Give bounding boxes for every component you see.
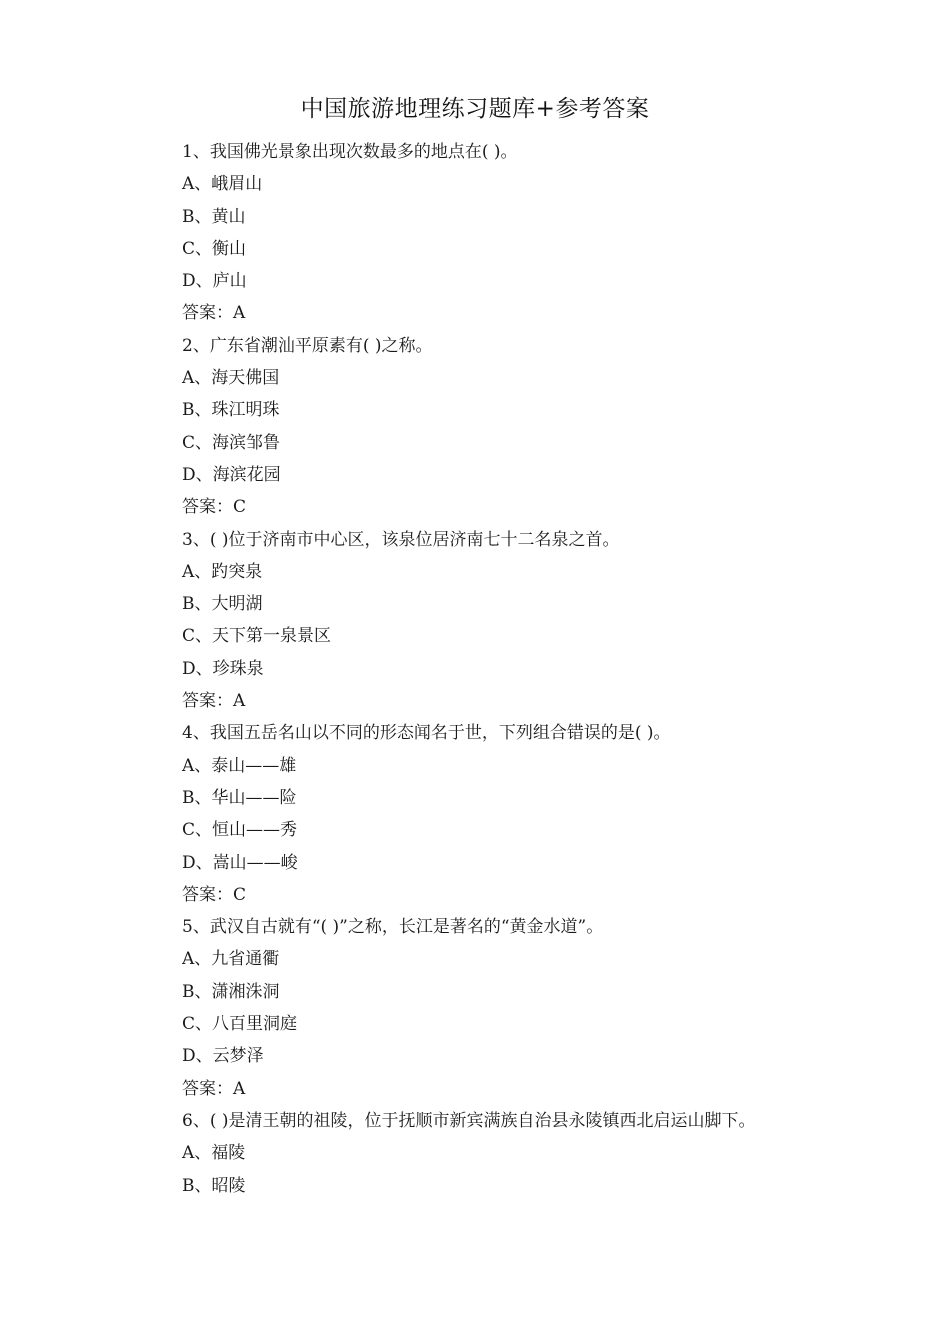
option: B、昭陵 [182, 1175, 246, 1196]
option: A、峨眉山 [182, 174, 263, 195]
question-text: 6、( )是清王朝的祖陵，位于抚顺市新宾满族自治县永陵镇西北启运山脚下。 [182, 1110, 756, 1131]
option: A、泰山——雄 [182, 755, 297, 776]
option: D、珍珠泉 [182, 658, 264, 679]
answer: 答案：C [182, 497, 247, 518]
question-text: 2、广东省潮汕平原素有( )之称。 [182, 335, 433, 356]
option: A、九省通衢 [182, 949, 280, 970]
question-text: 3、( )位于济南市中心区，该泉位居济南七十二名泉之首。 [182, 529, 620, 550]
option: D、海滨花园 [182, 464, 281, 485]
option: D、嵩山——峻 [182, 852, 298, 873]
question-text: 4、我国五岳名山以不同的形态闻名于世，下列组合错误的是( )。 [182, 723, 671, 744]
option: B、潇湘洙洞 [182, 981, 280, 1002]
option: C、恒山——秀 [182, 820, 298, 841]
option: A、海天佛国 [182, 368, 280, 389]
question-list [143, 136, 813, 1202]
question-text: 1、我国佛光景象出现次数最多的地点在( )。 [182, 142, 518, 162]
option: C、海滨邹鲁 [182, 432, 281, 453]
answer: 答案：A [182, 1078, 246, 1099]
option: C、天下第一泉景区 [182, 626, 332, 647]
document-title: 中国旅游地理练习题库+参考答案 [300, 96, 650, 122]
option: B、华山——险 [182, 787, 297, 808]
option: C、衡山 [182, 238, 247, 259]
option: B、珠江明珠 [182, 400, 280, 421]
answer: 答案：A [182, 303, 246, 324]
option: B、大明湖 [182, 594, 263, 615]
option: C、八百里洞庭 [182, 1014, 298, 1035]
answer: 答案：C [182, 884, 247, 905]
answer: 答案：A [182, 691, 246, 712]
option: D、云梦泽 [182, 1046, 264, 1067]
option: B、黄山 [182, 206, 246, 227]
option: A、趵突泉 [182, 561, 263, 582]
question-text: 5、武汉自古就有“( )”之称，长江是著名的“黄金水道”。 [182, 917, 604, 938]
option: A、福陵 [182, 1143, 246, 1164]
option: D、庐山 [182, 271, 247, 292]
